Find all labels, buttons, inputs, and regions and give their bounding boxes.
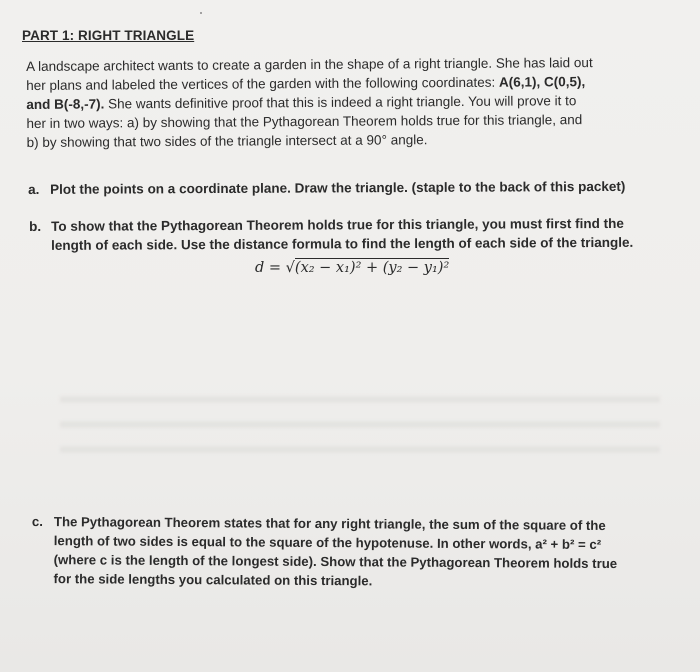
question-a-label: a. xyxy=(28,181,40,197)
radical-sign: √ xyxy=(285,260,295,276)
coordinates-b: and B(-8,-7). xyxy=(26,96,105,112)
question-c-line-2: length of two sides is equal to the square of the hypotenuse. In other words, a² + b² = c² xyxy=(53,533,602,552)
question-a-text: Plot the points on a coordinate plane. Draw the triangle. (staple to the back of this packet) xyxy=(50,178,626,197)
intro-line-4: her in two ways: a) by showing that the Pythagorean Theorem holds true for this triangle, and xyxy=(26,112,583,131)
intro-paragraph xyxy=(26,53,639,152)
question-a xyxy=(28,177,625,199)
formula-lhs: d = xyxy=(255,260,286,276)
distance-formula xyxy=(255,260,449,276)
question-b-line-1: To show that the Pythagorean Theorem holds true for this triangle, you must first find the xyxy=(51,215,624,234)
formula-radicand: (x₂ − x₁)² + (y₂ − y₁)² xyxy=(294,260,450,276)
part-title: PART 1: RIGHT TRIANGLE xyxy=(22,28,195,43)
intro-line-3-text: She wants definitive proof that this is indeed a right triangle. You will prove it to xyxy=(104,93,577,112)
intro-line-5: b) by showing that two sides of the triangle intersect at a 90° angle. xyxy=(26,132,428,150)
question-c-label: c. xyxy=(31,513,43,530)
question-b-label: b. xyxy=(29,218,42,234)
question-c-line-3: (where c is the length of the longest side). Show that the Pythagorean Theorem holds true xyxy=(53,552,618,572)
intro-line-2-text: her plans and labeled the vertices of the garden with the following coordinates: xyxy=(26,74,500,93)
question-c-line-1: The Pythagorean Theorem states that for any right triangle, the sum of the square of the xyxy=(53,514,606,534)
show-through-text xyxy=(60,378,660,468)
coordinates-a-c: A(6,1), C(0,5), xyxy=(498,74,586,90)
question-b xyxy=(29,214,633,255)
paper-speck xyxy=(200,12,202,14)
question-c xyxy=(31,512,617,592)
question-b-line-2: length of each side. Use the distance formula to find the length of each side of the triangle. xyxy=(51,234,634,253)
question-c-line-4: for the side lengths you calculated on this triangle. xyxy=(53,571,373,589)
intro-line-1: A landscape architect wants to create a garden in the shape of a right triangle. She has laid out xyxy=(26,55,593,74)
